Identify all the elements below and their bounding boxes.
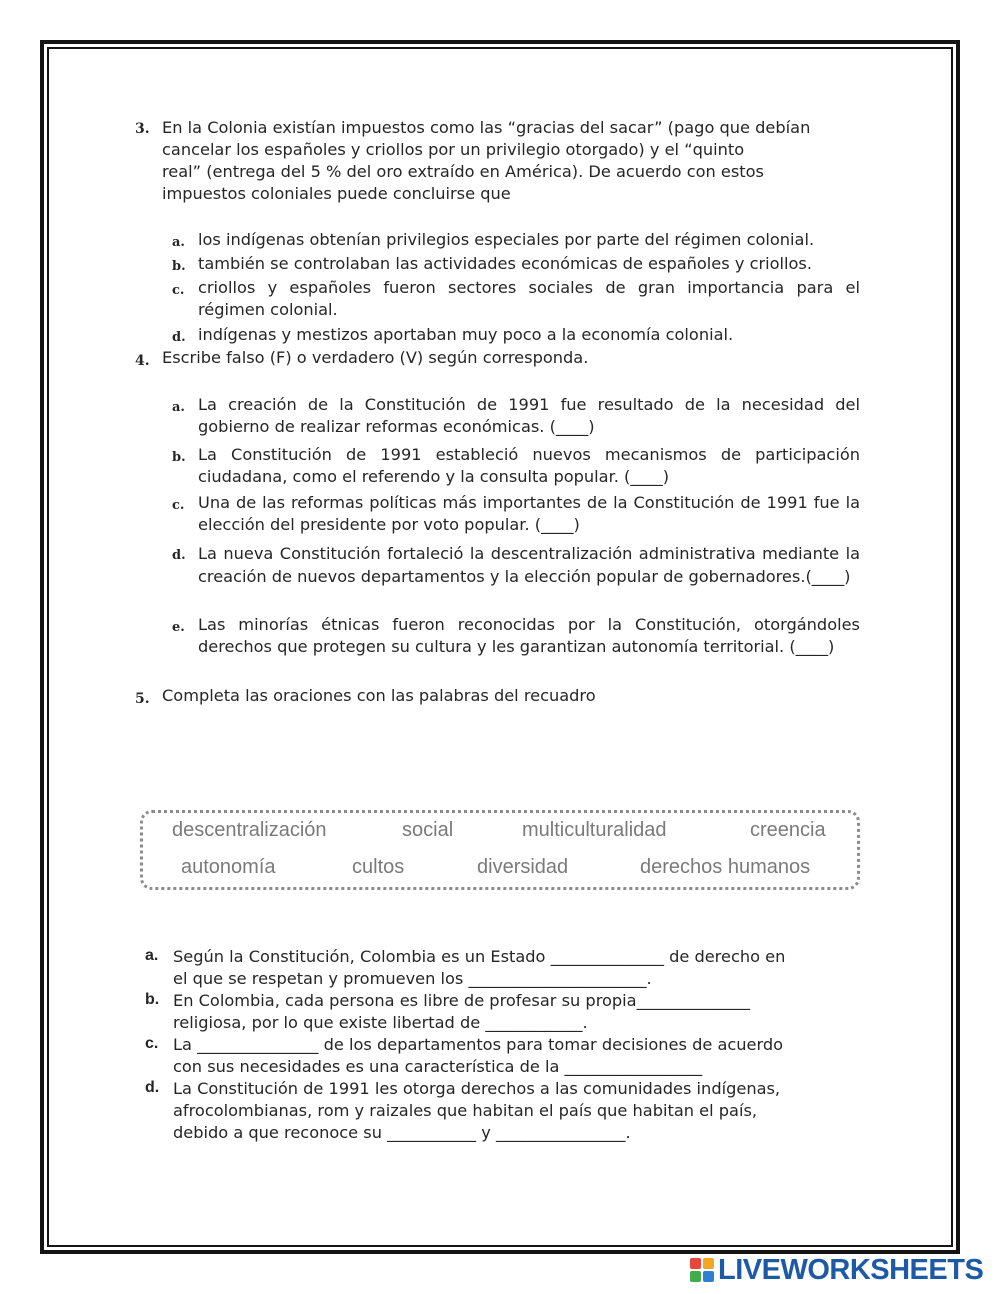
- sentence-line: La _______________ de los departamentos para tomar decisiones de acuerdo: [173, 1035, 784, 1054]
- question-3-option-b[interactable]: también se controlaban las actividades económicas de españoles y criollos.: [198, 254, 813, 273]
- sentence-line: religiosa, por lo que existe libertad de ____________.: [173, 1013, 588, 1032]
- question-5-number: 5.: [135, 691, 150, 707]
- question-4-item-letter: a.: [172, 400, 185, 415]
- logo-square: [690, 1271, 701, 1282]
- question-3-option-letter: c.: [172, 283, 185, 298]
- liveworksheets-logo[interactable]: [690, 1253, 984, 1286]
- question-4-number: 4.: [135, 353, 150, 369]
- logo-square: [703, 1258, 714, 1269]
- question-5-sentence-a[interactable]: [173, 946, 863, 990]
- sentence-line: el que se respetan y promueven los ______________________.: [173, 969, 652, 988]
- question-3-number: 3.: [135, 121, 150, 137]
- question-4-item-e[interactable]: Las minorías étnicas fueron reconocidas por la Constitución, otorgándoles derechos que protegen su cultura y les garantizan autonomía territorial. (____): [198, 615, 860, 656]
- question-5-sentence-b[interactable]: [173, 990, 863, 1034]
- question-4-item-letter: e.: [172, 620, 185, 635]
- word-bank-word: cultos: [352, 856, 405, 878]
- word-bank-word: multiculturalidad: [522, 819, 667, 841]
- question-3-option-letter: b.: [172, 259, 186, 274]
- question-4-item-letter: c.: [172, 498, 185, 513]
- question-5-sentence-letter: b.: [145, 991, 160, 1008]
- question-3-prompt-line: real” (entrega del 5 % del oro extraído en América). De acuerdo con estos: [162, 162, 764, 181]
- word-bank-word: descentralización: [172, 819, 327, 841]
- question-5-sentence-letter: a.: [145, 947, 159, 964]
- question-3-prompt-line: impuestos coloniales puede concluirse que: [162, 184, 511, 203]
- liveworksheets-logo-text: LIVEWORKSHEETS: [718, 1253, 984, 1286]
- question-5-prompt: Completa las oraciones con las palabras del recuadro: [162, 686, 596, 705]
- word-bank-word: social: [402, 819, 454, 841]
- question-3-prompt-line: En la Colonia existían impuestos como las “gracias del sacar” (pago que debían: [162, 118, 811, 137]
- sentence-line: La Constitución de 1991 les otorga derechos a las comunidades indígenas,: [173, 1079, 781, 1098]
- word-bank-word: autonomía: [181, 856, 276, 878]
- sentence-line: afrocolombianas, rom y raizales que habitan el país que habitan el país,: [173, 1101, 758, 1120]
- word-bank-word: diversidad: [477, 856, 569, 878]
- question-5-sentence-letter: d.: [145, 1079, 160, 1096]
- sentence-line: debido a que reconoce su ___________ y ________________.: [173, 1123, 631, 1142]
- question-4-item-letter: d.: [172, 548, 186, 563]
- question-3-option-letter: a.: [172, 235, 185, 250]
- liveworksheets-logo-icon: [690, 1258, 714, 1282]
- question-3-option-c[interactable]: criollos y españoles fueron sectores sociales de gran importancia para el régimen colonial.: [198, 278, 860, 319]
- question-3-prompt: [162, 117, 867, 205]
- sentence-line: Según la Constitución, Colombia es un Estado ______________ de derecho en: [173, 947, 786, 966]
- question-4-item-d[interactable]: La nueva Constitución fortaleció la descentralización administrativa mediante la creación de nuevos departamentos y la elección popular de gobernadores.(____): [198, 544, 860, 586]
- question-3-prompt-line: cancelar los españoles y criollos por un privilegio otorgado) y el “quinto: [162, 140, 745, 159]
- question-5-sentence-letter: c.: [145, 1035, 159, 1052]
- question-3-option-a[interactable]: los indígenas obtenían privilegios especiales por parte del régimen colonial.: [198, 230, 815, 249]
- sentence-line: con sus necesidades es una característica de la _________________: [173, 1057, 703, 1076]
- question-4-item-b[interactable]: La Constitución de 1991 estableció nuevos mecanismos de participación ciudadana, como el referendo y la consulta popular. (____): [198, 445, 860, 486]
- question-3-option-d[interactable]: indígenas y mestizos aportaban muy poco a la economía colonial.: [198, 325, 734, 344]
- question-5-sentence-c[interactable]: [173, 1034, 863, 1078]
- question-5-sentence-d[interactable]: [173, 1078, 863, 1144]
- logo-square: [690, 1258, 701, 1269]
- logo-square: [703, 1271, 714, 1282]
- question-4-item-c[interactable]: Una de las reformas políticas más importantes de la Constitución de 1991 fue la elección del presidente por voto popular. (____): [198, 493, 860, 534]
- question-4-prompt: Escribe falso (F) o verdadero (V) según corresponda.: [162, 348, 589, 367]
- question-4-item-letter: b.: [172, 450, 186, 465]
- word-bank-word: derechos humanos: [640, 856, 811, 878]
- question-4-item-a[interactable]: La creación de la Constitución de 1991 fue resultado de la necesidad del gobierno de realizar reformas económicas. (____): [198, 395, 860, 436]
- word-bank-word: creencia: [750, 819, 826, 841]
- sentence-line: En Colombia, cada persona es libre de profesar su propia______________: [173, 991, 750, 1010]
- question-3-option-letter: d.: [172, 330, 186, 345]
